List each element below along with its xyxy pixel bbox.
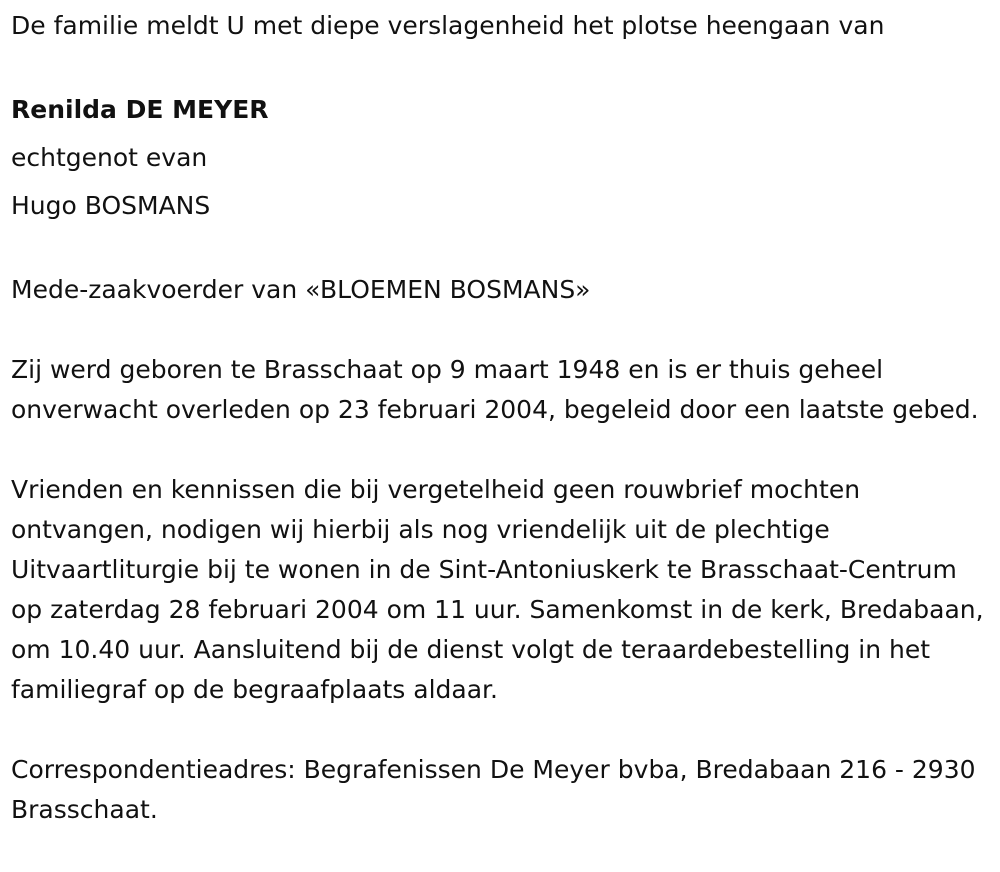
death-notice — [11, 6, 991, 830]
role-text: Mede-zaakvoerder van «BLOEMEN BOSMANS» — [11, 275, 591, 304]
spacer — [11, 430, 991, 470]
relation-text: echtgenot evan — [11, 143, 208, 172]
invitation-paragraph: Vrienden en kennissen die bij vergetelheid geen rouwbrief mochten ontvangen, nodigen wij hierbij als nog vriendelijk uit de plechtige Uitvaartliturgie bij te wonen in de Sint-Antoniuskerk te Brasschaat-Centrum op zaterdag 28 februari 2004 om 11 uur. Samenkomst in de kerk, Bredabaan, om 10.40 uur. Aansluitend bij de dienst volgt de teraardebestelling in het familiegraf op de begraafplaats aldaar. — [11, 475, 984, 704]
deceased-name: Renilda DE MEYER — [11, 95, 269, 124]
birth-death-paragraph: Zij werd geboren te Brasschaat op 9 maart 1948 en is er thuis geheel onverwacht overleden op 23 februari 2004, begeleid door een laatste gebed. — [11, 355, 979, 424]
correspondence-paragraph: Correspondentieadres: Begrafenissen De Meyer bvba, Bredabaan 216 - 2930 Brasschaat. — [11, 755, 976, 824]
spacer — [11, 710, 991, 750]
spacer — [11, 310, 991, 350]
spacer — [11, 230, 991, 270]
spouse-name: Hugo BOSMANS — [11, 191, 211, 220]
intro-text: De familie meldt U met diepe verslagenheid het plotse heengaan van — [11, 11, 885, 40]
